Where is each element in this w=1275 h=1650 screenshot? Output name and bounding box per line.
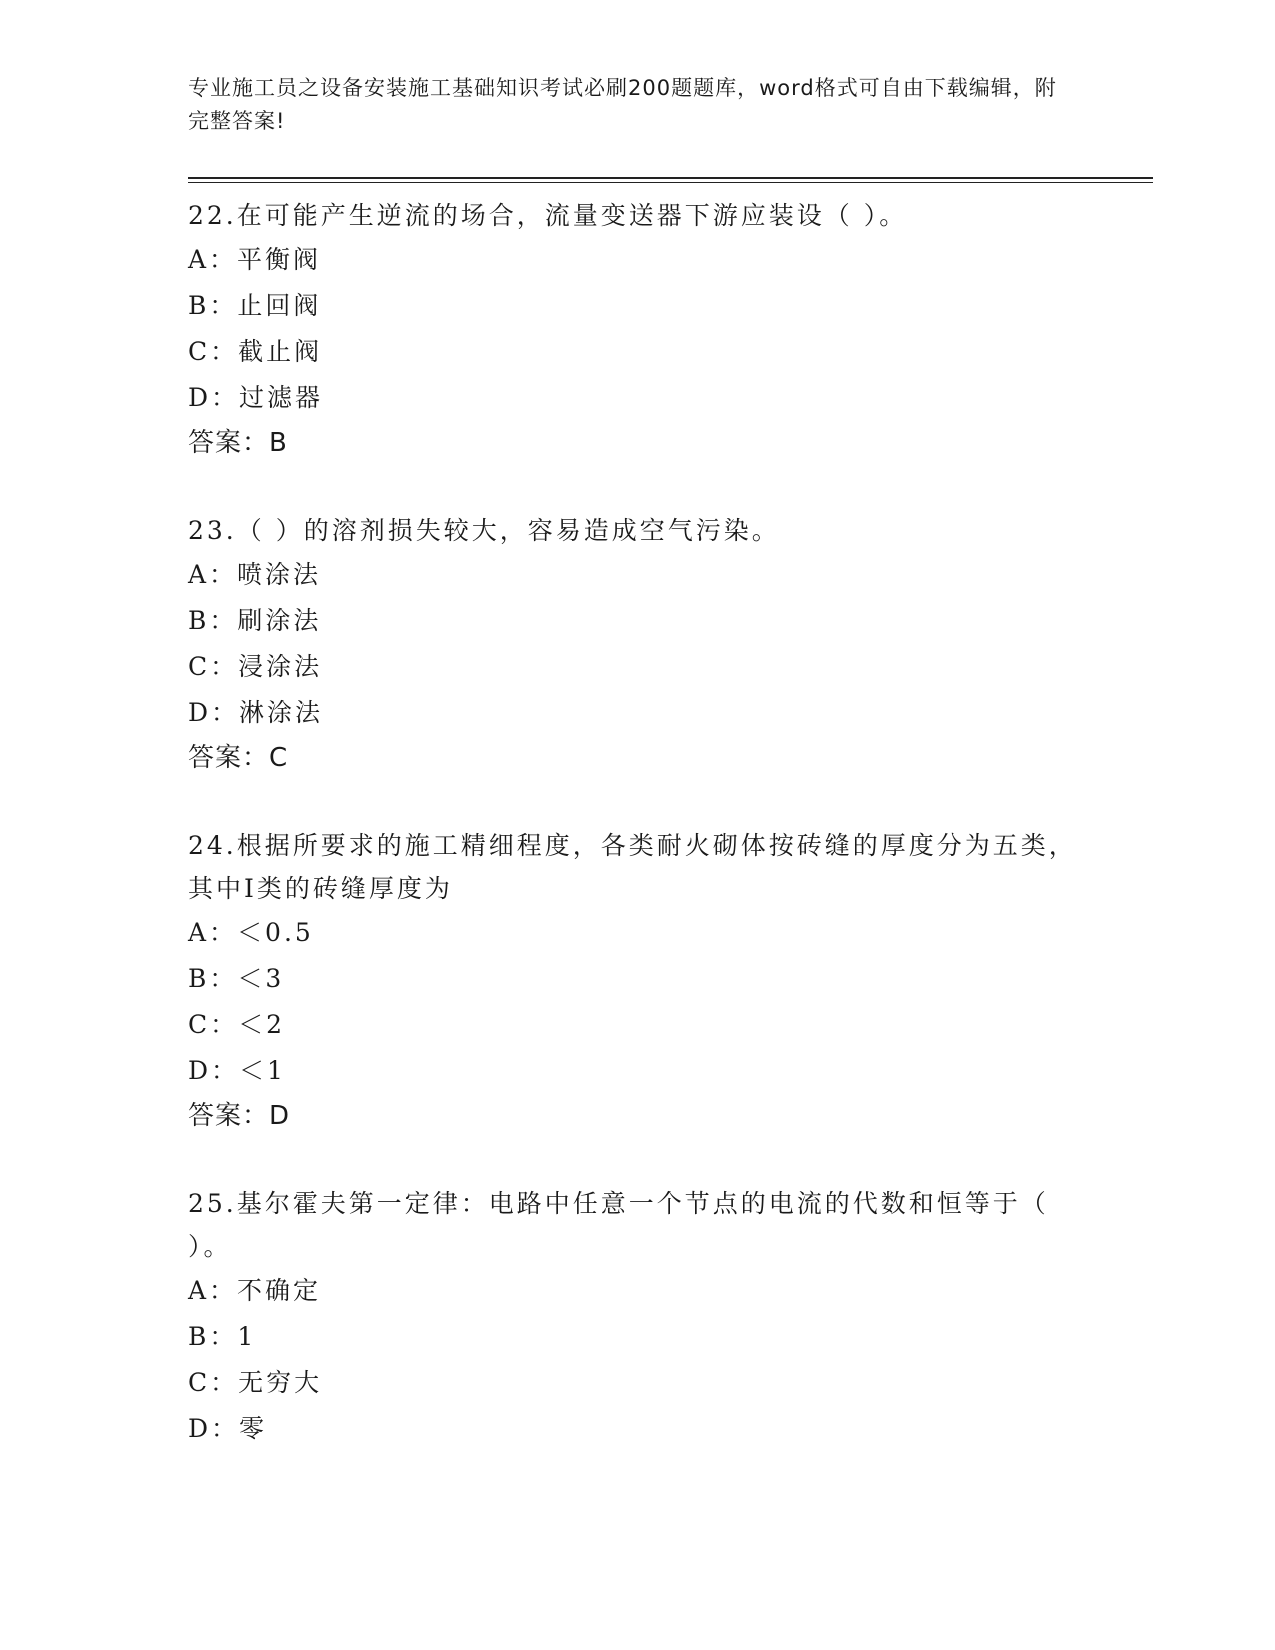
- question-stem: 23.（ ）的溶剂损失较大，容易造成空气污染。: [188, 516, 780, 545]
- option-a: A：＜0.5: [188, 918, 314, 947]
- question-23: [188, 507, 1088, 780]
- option-a: A：不确定: [188, 1276, 322, 1305]
- header-divider: [188, 177, 1153, 179]
- option-d: D：＜1: [188, 1056, 286, 1085]
- option-c: C：截止阀: [188, 337, 323, 366]
- option-d: D：过滤器: [188, 383, 324, 412]
- option-b: B：止回阀: [188, 291, 322, 320]
- option-b: B：＜3: [188, 964, 285, 993]
- option-a: A：喷涂法: [188, 560, 322, 589]
- answer: 答案：D: [188, 1101, 291, 1131]
- header-divider-thin: [188, 182, 1153, 183]
- question-stem: 24.根据所要求的施工精细程度，各类耐火砌体按砖缝的厚度分为五类，其中Ⅰ类的砖缝厚度为: [188, 831, 1077, 903]
- question-stem: 25.基尔霍夫第一定律：电路中任意一个节点的电流的代数和恒等于（ ）。: [188, 1189, 1049, 1261]
- option-a: A：平衡阀: [188, 245, 322, 274]
- option-d: D：淋涂法: [188, 698, 324, 727]
- document-header: 专业施工员之设备安装施工基础知识考试必刷200题题库，word格式可自由下载编辑，附完整答案!: [188, 76, 1057, 133]
- question-stem: 22.在可能产生逆流的场合，流量变送器下游应装设（ ）。: [188, 201, 908, 230]
- question-22: [188, 192, 1088, 465]
- option-c: C：浸涂法: [188, 652, 323, 681]
- answer: 答案：B: [188, 428, 288, 458]
- answer: 答案：C: [188, 743, 289, 773]
- question-25: [188, 1180, 1088, 1452]
- option-b: B：1: [188, 1322, 257, 1351]
- question-list: [188, 192, 1088, 1452]
- option-b: B：刷涂法: [188, 606, 322, 635]
- option-d: D：零: [188, 1414, 268, 1443]
- question-24: [188, 822, 1088, 1138]
- option-c: C：＜2: [188, 1010, 286, 1039]
- option-c: C：无穷大: [188, 1368, 323, 1397]
